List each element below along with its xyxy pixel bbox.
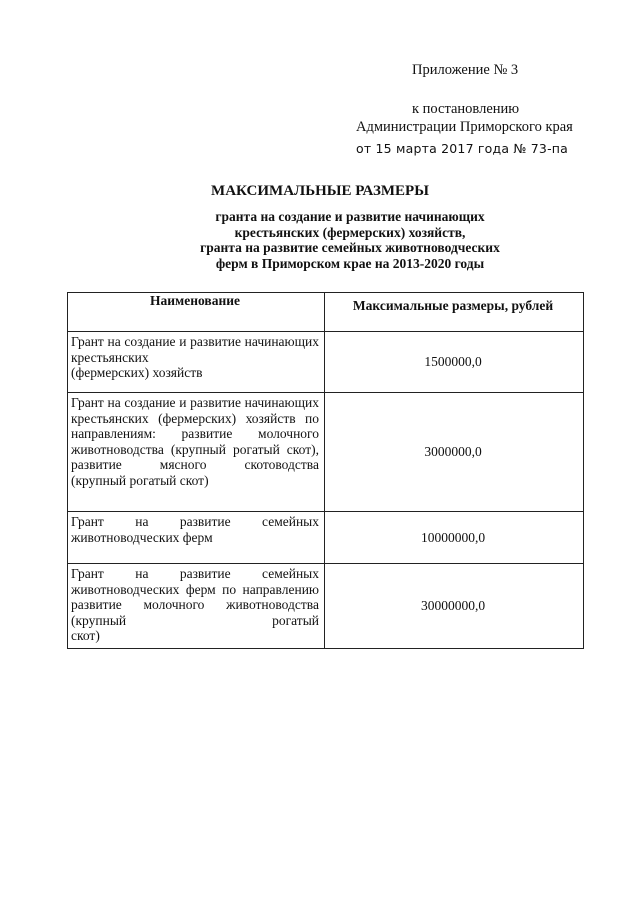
grants-table	[67, 292, 584, 649]
grant-amount-cell: 30000000,0	[325, 564, 584, 649]
grant-name-text: Грант на развитие семейных	[71, 514, 319, 529]
grant-name-text: Грант на создание и развитие начинающих крестьянских (фермерских) хозяйств по направлениям: развитие молочного животноводства (крупный рогатый скот), развитие мясного скотоводства	[71, 395, 319, 472]
grant-amount-cell: 1500000,0	[325, 332, 584, 393]
document-title: МАКСИМАЛЬНЫЕ РАЗМЕРЫ	[211, 183, 429, 199]
grant-name-last-line: (фермерских) хозяйств	[71, 365, 203, 380]
appendix-date-line: от 15 марта 2017 года № 73-па	[356, 141, 569, 156]
table-row	[68, 393, 584, 512]
grant-name-cell	[68, 393, 325, 512]
grant-name-last-line: животноводческих ферм	[71, 529, 213, 545]
table-row	[68, 512, 584, 564]
appendix-to-resolution: к постановлению	[412, 101, 520, 117]
table-row	[68, 564, 584, 649]
subtitle-line: гранта на развитие семейных животноводческих	[200, 240, 500, 255]
appendix-administration: Администрации Приморского края	[356, 119, 573, 135]
subtitle-line: крестьянских (фермерских) хозяйств,	[234, 224, 466, 240]
grant-name-last-line: (крупный рогатый скот)	[71, 472, 209, 488]
grant-name-text: Грант на создание и развитие начинающих крестьянских	[71, 334, 319, 365]
appendix-number: Приложение № 3	[412, 62, 519, 78]
grant-name-cell	[68, 564, 325, 649]
header-max-amount: Максимальные размеры, рублей	[325, 293, 584, 332]
subtitle-line: ферм в Приморском крае на 2013-2020 годы	[215, 255, 485, 271]
grant-amount-cell: 10000000,0	[325, 512, 584, 564]
grant-name-cell	[68, 512, 325, 564]
table-row	[68, 332, 584, 393]
grant-name-text: Грант на развитие семейных животноводческих ферм по направлению развитие молочного животноводства (крупный рогатый	[71, 566, 319, 628]
subtitle-line: гранта на создание и развитие начинающих	[215, 209, 485, 224]
header-name: Наименование	[68, 293, 325, 332]
table-header-row	[68, 293, 584, 332]
grant-name-last-line: скот)	[71, 628, 100, 643]
document-subtitle	[100, 209, 600, 271]
grant-name-cell	[68, 332, 325, 393]
grant-amount-cell: 3000000,0	[325, 393, 584, 512]
